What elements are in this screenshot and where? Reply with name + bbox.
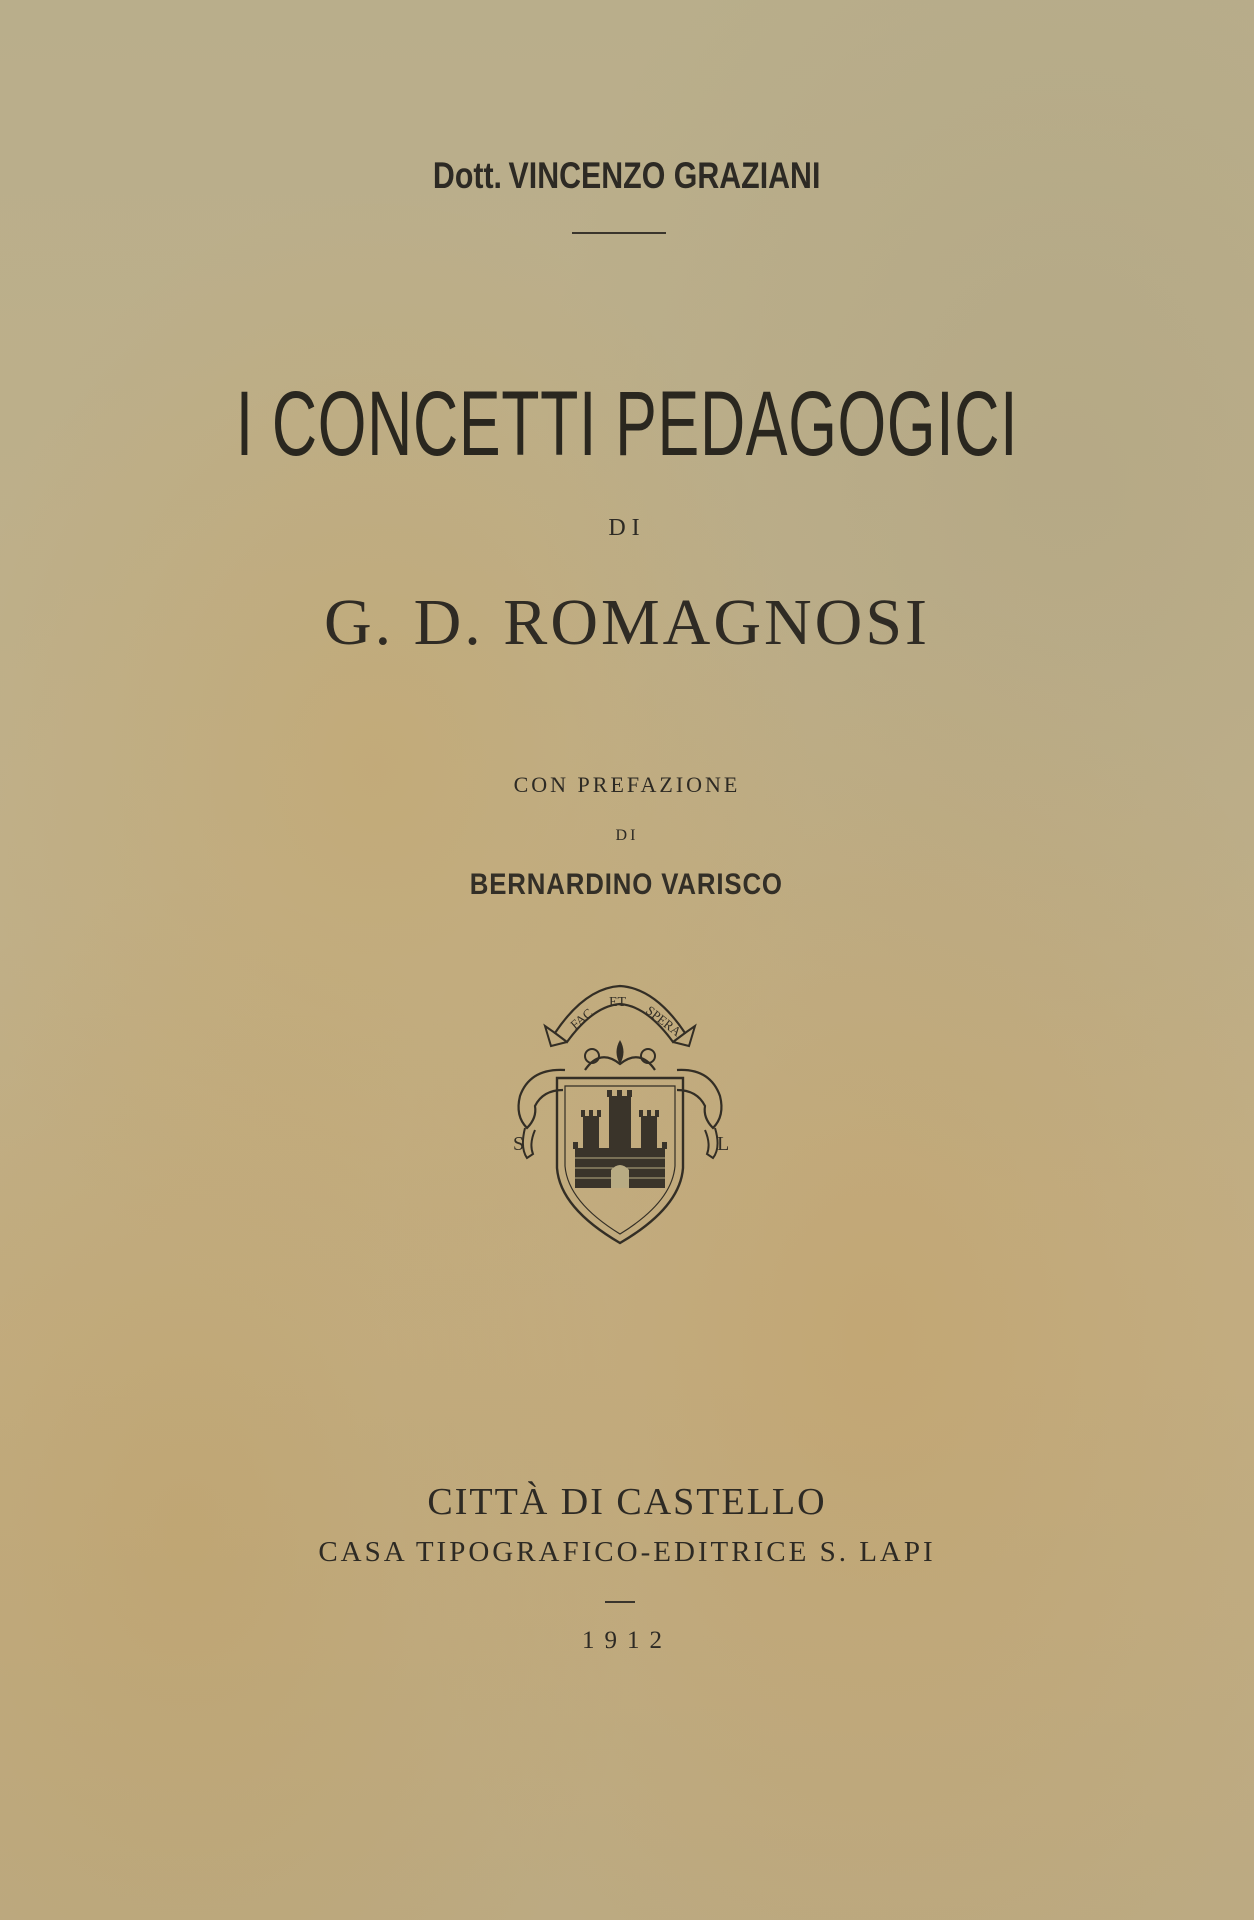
- preface-connector: DI: [615, 827, 639, 844]
- preface-author: BERNARDINO VARISCO: [469, 868, 783, 901]
- motto-spera: SPERA: [643, 1002, 685, 1040]
- emblem-letter-right: L: [717, 1133, 730, 1155]
- author-name: VINCENZO GRAZIANI: [508, 155, 821, 196]
- preface-line: CON PREFAZIONE: [513, 772, 741, 797]
- title-connector: DI: [608, 515, 646, 541]
- author-line: [113, 155, 1141, 197]
- publication-year: 1912: [582, 1627, 672, 1654]
- author-prefix: Dott.: [432, 155, 502, 196]
- publication-city: CITTÀ DI CASTELLO: [427, 1481, 827, 1523]
- rule-under-author: [572, 232, 666, 234]
- motto-et: ET: [609, 995, 627, 1010]
- motto-fac: FAC: [567, 1005, 596, 1033]
- publisher-emblem: [495, 978, 745, 1248]
- emblem-letter-left: S: [513, 1133, 525, 1155]
- rule-above-year: [605, 1601, 635, 1603]
- book-title: I CONCETTI PEDAGOGICI: [235, 373, 1019, 475]
- book-subject: G. D. ROMAGNOSI: [323, 586, 931, 659]
- publisher-name: CASA TIPOGRAFICO-EDITRICE S. LAPI: [318, 1536, 936, 1568]
